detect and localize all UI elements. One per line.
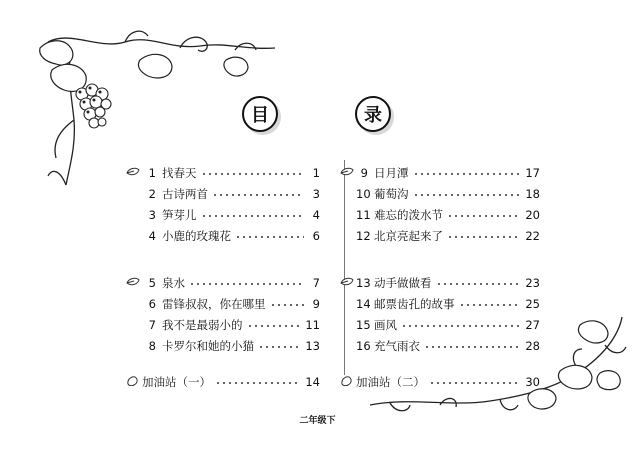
entry-number: 14 [356, 296, 371, 311]
toc-entry[interactable] [126, 204, 320, 225]
entry-title: 古诗两首 [162, 186, 208, 201]
leader-dots [212, 194, 304, 196]
entry-number: 12 [356, 228, 371, 243]
toc-section-extra [126, 371, 320, 392]
toc-entry[interactable] [348, 183, 540, 204]
entry-page: 1 [312, 165, 320, 180]
page-footer: 二年级下 [299, 416, 336, 426]
entry-page: 6 [312, 228, 320, 243]
entry-page: 13 [305, 338, 320, 353]
toc-entry[interactable] [348, 335, 540, 356]
toc-section-3 [348, 162, 540, 246]
leader-dots [215, 382, 301, 384]
leader-dots [270, 304, 305, 306]
entry-title: 找春天 [162, 165, 197, 180]
entry-number: 4 [148, 228, 156, 243]
entry-number: 5 [148, 275, 156, 290]
entry-title: 葡萄沟 [374, 186, 409, 201]
toc-entry[interactable] [348, 162, 540, 183]
column-divider [344, 160, 345, 375]
toc-section-2 [126, 272, 320, 356]
entry-page: 18 [525, 186, 540, 201]
entry-title: 画风 [374, 317, 397, 332]
entry-page: 4 [312, 207, 320, 222]
entry-number: 3 [148, 207, 156, 222]
toc-section-4 [348, 272, 540, 356]
entry-number: 10 [356, 186, 371, 201]
entry-number: 8 [148, 338, 156, 353]
leader-dots [459, 304, 522, 306]
entry-title: 充气雨衣 [374, 338, 420, 353]
toc-entry-review[interactable] [126, 371, 320, 392]
entry-number: 9 [360, 165, 368, 180]
entry-page: 28 [525, 338, 540, 353]
entry-title: 笋芽儿 [162, 207, 197, 222]
entry-title: 日月潭 [374, 165, 409, 180]
entry-page: 9 [312, 296, 320, 311]
entry-page: 23 [525, 275, 540, 290]
entry-page: 22 [525, 228, 540, 243]
toc-entry[interactable] [126, 314, 320, 335]
entry-number: 7 [148, 317, 156, 332]
entry-title: 卡罗尔和她的小猫 [162, 338, 254, 353]
toc-entry[interactable] [348, 293, 540, 314]
leader-dots [401, 325, 521, 327]
heading-char-lu: 录 [355, 96, 391, 132]
entry-number: 2 [148, 186, 156, 201]
entry-title: 我不是最弱小的 [162, 317, 243, 332]
heading-char-mu: 目 [242, 96, 278, 132]
entry-title: 动手做做看 [374, 275, 432, 290]
leader-dots [447, 236, 521, 238]
entry-page: 11 [305, 317, 320, 332]
entry-number: 15 [356, 317, 371, 332]
entry-page: 14 [305, 374, 320, 389]
entry-title: 加油站（二） [356, 374, 425, 389]
entry-title: 邮票齿孔的故事 [374, 296, 455, 311]
entry-title: 难忘的泼水节 [374, 207, 443, 222]
leader-dots [258, 346, 301, 348]
entry-number: 11 [356, 207, 371, 222]
toc-entry[interactable] [348, 272, 540, 293]
toc-right-column [348, 162, 540, 392]
entry-number: 6 [148, 296, 156, 311]
toc-entry-review[interactable] [348, 371, 540, 392]
leader-dots [235, 236, 304, 238]
entry-page: 27 [525, 317, 540, 332]
entry-number: 1 [148, 165, 156, 180]
entry-title: 加油站（一） [142, 374, 211, 389]
leader-dots [413, 194, 522, 196]
entry-page: 25 [525, 296, 540, 311]
entry-page: 20 [525, 207, 540, 222]
toc-entry[interactable] [126, 183, 320, 204]
entry-page: 3 [312, 186, 320, 201]
entry-page: 7 [312, 275, 320, 290]
leader-dots [424, 346, 521, 348]
entry-title: 泉水 [162, 275, 185, 290]
toc-entry[interactable] [126, 293, 320, 314]
leader-dots [247, 325, 302, 327]
toc-section-1 [126, 162, 320, 246]
entry-title: 北京亮起来了 [374, 228, 443, 243]
leader-dots [436, 283, 522, 285]
leader-dots [413, 173, 522, 175]
entry-number: 13 [356, 275, 371, 290]
toc-entry[interactable] [348, 314, 540, 335]
toc-section-extra [348, 371, 540, 392]
entry-number: 16 [356, 338, 371, 353]
toc-left-column [126, 162, 320, 392]
toc-entry[interactable] [348, 204, 540, 225]
leader-dots [201, 215, 305, 217]
toc-entry[interactable] [126, 225, 320, 246]
toc-entry[interactable] [126, 272, 320, 293]
leader-dots [201, 173, 305, 175]
entry-title: 小鹿的玫瑰花 [162, 228, 231, 243]
entry-page: 30 [525, 374, 540, 389]
entry-title: 雷锋叔叔，你在哪里 [162, 296, 266, 311]
toc-entry[interactable] [348, 225, 540, 246]
leader-dots [189, 283, 304, 285]
toc-entry[interactable] [126, 162, 320, 183]
leader-dots [429, 382, 521, 384]
leader-dots [447, 215, 521, 217]
toc-entry[interactable] [126, 335, 320, 356]
entry-page: 17 [525, 165, 540, 180]
